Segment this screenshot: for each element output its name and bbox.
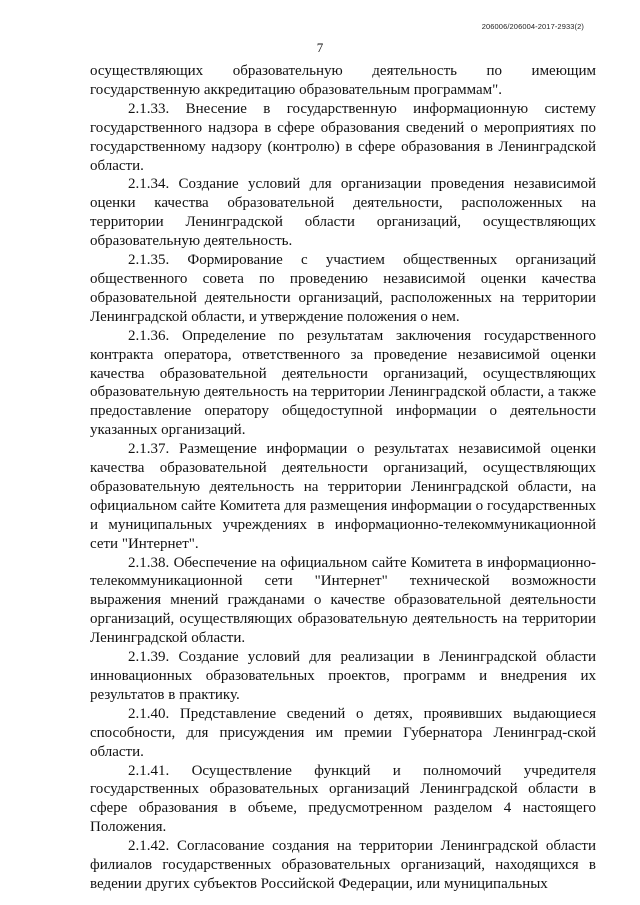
paragraph-number: 2.1.40. bbox=[128, 705, 170, 722]
paragraph-2-1-33 bbox=[90, 100, 596, 176]
paragraph-text: Создание условий для организации проведения независимой оценки качества образовательной деятельности, расположенных на территории Ленинградской области организаций, осуществляющих образовательную деятельность. bbox=[90, 176, 596, 250]
paragraph-text: Согласование создания на территории Ленинградской области филиалов государственных образовательных организаций, находящихся в ведении других субъектов Российской Федерации, или муниципальных bbox=[90, 838, 596, 892]
paragraph-2-1-37 bbox=[90, 440, 596, 553]
paragraph-2-1-34 bbox=[90, 175, 596, 251]
paragraph-number: 2.1.41. bbox=[128, 762, 170, 779]
paragraph-2-1-41 bbox=[90, 762, 596, 838]
paragraph-2-1-38 bbox=[90, 554, 596, 649]
paragraph-number: 2.1.36. bbox=[128, 327, 170, 344]
paragraph-text: осуществляющих образовательную деятельность по имеющим государственную аккредитацию образовательным программам". bbox=[90, 63, 596, 98]
paragraph-text: Формирование с участием общественных организаций общественного совета по проведению независимой оценки качества образовательной деятельности организаций, расположенных на территории Ленинградской области, и утверждение положения о нем. bbox=[90, 252, 596, 325]
paragraph-number: 2.1.34. bbox=[128, 176, 170, 193]
paragraph-text: Представление сведений о детях, проявивших выдающиеся способности, для присуждения им премии Губернатора Ленинград-ской области. bbox=[90, 705, 597, 760]
page-number: 7 bbox=[316, 40, 324, 55]
paragraph-number: 2.1.39. bbox=[128, 649, 170, 666]
paragraph-number: 2.1.42. bbox=[128, 838, 170, 855]
paragraph-number: 2.1.33. bbox=[128, 100, 170, 117]
paragraph-2-1-35 bbox=[90, 251, 596, 327]
paragraph-text: Создание условий для реализации в Ленинградской области инновационных образовательных проектов, программ и внедрения их результатов в практику. bbox=[90, 649, 596, 703]
paragraph-2-1-36 bbox=[90, 327, 596, 440]
document-id: 206006/206004-2017-2933(2) bbox=[481, 22, 584, 31]
paragraph-text: Осуществление функций и полномочий учредителя государственных образовательных организаций Ленинградской области в сфере образования в объеме, предусмотренном разделом 4 настоящего Положения. bbox=[90, 762, 596, 836]
paragraph-2-1-39 bbox=[90, 648, 596, 705]
paragraph-number: 2.1.37. bbox=[128, 441, 170, 458]
paragraph-number: 2.1.35. bbox=[128, 252, 170, 269]
document-body bbox=[90, 62, 596, 894]
paragraph-text: Обеспечение на официальном сайте Комитета в информационно-телекоммуникационной сети "Интернет" технической возможности выражения мнений гражданами о качестве образовательной деятельности организаций, осуществляющих образовательную деятельность на территории Ленинградской области. bbox=[90, 554, 596, 647]
paragraph-2-1-42 bbox=[90, 837, 596, 894]
paragraph-text: Определение по результатам заключения государственного контракта оператора, ответственного за проведение независимой оценки качества образовательной деятельности организаций, осуществляющих образовательную деятельность на территории Ленинградской области, а также предоставление оператору общедоступной информации о деятельности указанных организаций. bbox=[90, 327, 596, 439]
paragraph-number: 2.1.38. bbox=[128, 554, 170, 571]
paragraph-text: Внесение в государственную информационную систему государственного надзора в сфере образования сведений о мероприятиях по государственному надзору (контролю) в сфере образования в Ленинградской области. bbox=[90, 100, 596, 174]
paragraph-continuation bbox=[90, 62, 596, 100]
paragraph-text: Размещение информации о результатах независимой оценки качества образовательной деятельности организаций, осуществляющих образовательную деятельность на территории Ленинградской области, на официальном сайте Комитета для размещения информации о государственных и муниципальных учреждениях в информационно-телекоммуникационной сети "Интернет". bbox=[90, 441, 597, 552]
paragraph-2-1-40 bbox=[90, 705, 596, 762]
